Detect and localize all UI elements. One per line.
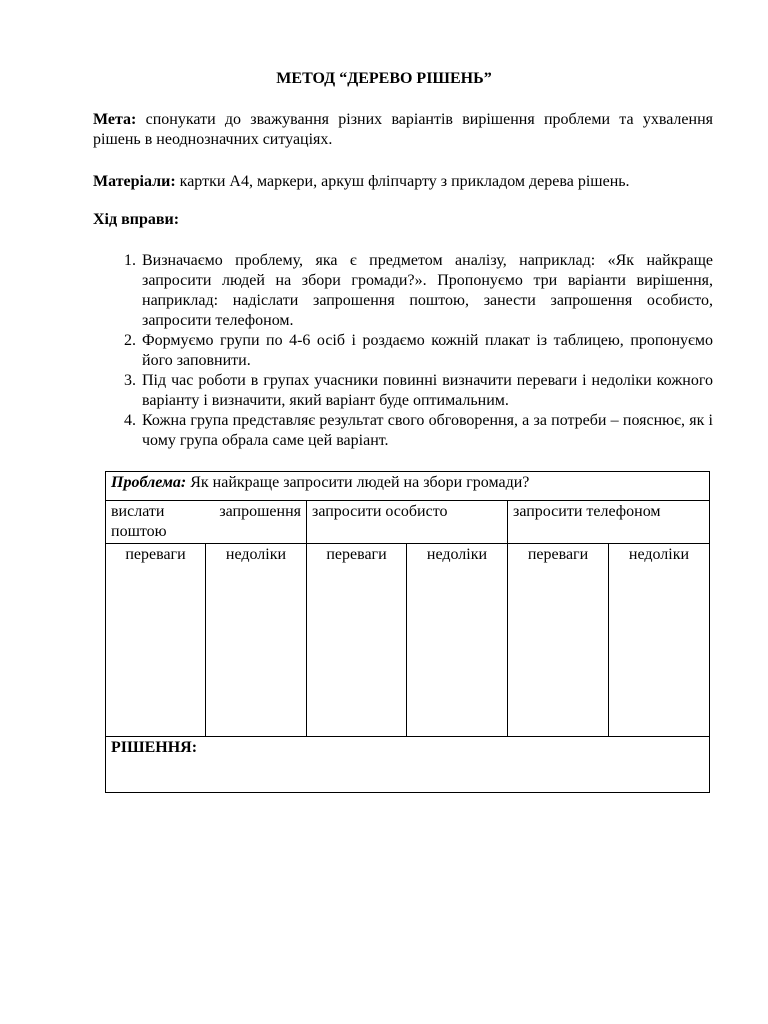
cons-cell-phone: недоліки xyxy=(609,544,710,737)
decision-tree-table xyxy=(105,471,710,793)
option-phone-label: запросити телефоном xyxy=(513,503,661,520)
step-item: 1. Визначаємо проблему, яка є предметом аналізу, наприклад: «Як найкраще запросити людей на збори громади?». Пропонуємо три варіанти вирішення, наприклад: надіслати запрошення поштою, занести запрошення особисто, запросити телефоном. xyxy=(140,251,713,331)
goal-label: Мета: xyxy=(93,111,137,128)
course-heading: Хід вправи: xyxy=(93,211,180,228)
problem-text: Як найкраще запросити людей на збори громади? xyxy=(190,474,530,491)
decision-row xyxy=(106,737,710,793)
pros-cell-phone: переваги xyxy=(508,544,609,737)
option-cell-personal xyxy=(307,501,508,544)
pros-cons-row xyxy=(106,544,710,737)
goal-paragraph xyxy=(93,110,713,150)
problem-label: Проблема: xyxy=(111,474,187,491)
decision-cell: РІШЕННЯ: xyxy=(106,737,710,793)
steps-list xyxy=(93,251,713,451)
pros-cell-mail: переваги xyxy=(106,544,206,737)
step-item: 3. Під час роботи в групах учасники повинні визначити переваги і недоліки кожного варіанту і визначити, який варіант буде оптимальним. xyxy=(140,371,713,411)
problem-cell xyxy=(106,472,710,501)
option-personal-label: запросити особисто xyxy=(312,503,448,520)
materials-text: картки А4, маркери, аркуш фліпчарту з прикладом дерева рішень. xyxy=(179,173,630,190)
option-cell-phone xyxy=(508,501,710,544)
option-cell-mail xyxy=(106,501,307,544)
option-mail-line2: поштою xyxy=(111,523,167,540)
materials-paragraph xyxy=(93,172,713,192)
materials-label: Матеріали: xyxy=(93,173,176,190)
goal-text: спонукати до зважування різних варіантів вирішення проблеми та ухвалення рішень в неоднозначних ситуаціях. xyxy=(93,111,714,148)
problem-row xyxy=(106,472,710,501)
options-row xyxy=(106,501,710,544)
option-mail-line1: вислати запрошення xyxy=(111,503,301,520)
document-title: МЕТОД “ДЕРЕВО РІШЕНЬ” xyxy=(276,70,492,87)
pros-cell-personal: переваги xyxy=(307,544,407,737)
cons-cell-mail: недоліки xyxy=(206,544,307,737)
step-item: 2. Формуємо групи по 4-6 осіб і роздаємо кожній плакат із таблицею, пропонуємо його заповнити. xyxy=(140,331,713,371)
step-item: 4. Кожна група представляє результат свого обговорення, а за потреби – пояснює, як і чому група обрала саме цей варіант. xyxy=(140,411,713,451)
cons-cell-personal: недоліки xyxy=(407,544,508,737)
